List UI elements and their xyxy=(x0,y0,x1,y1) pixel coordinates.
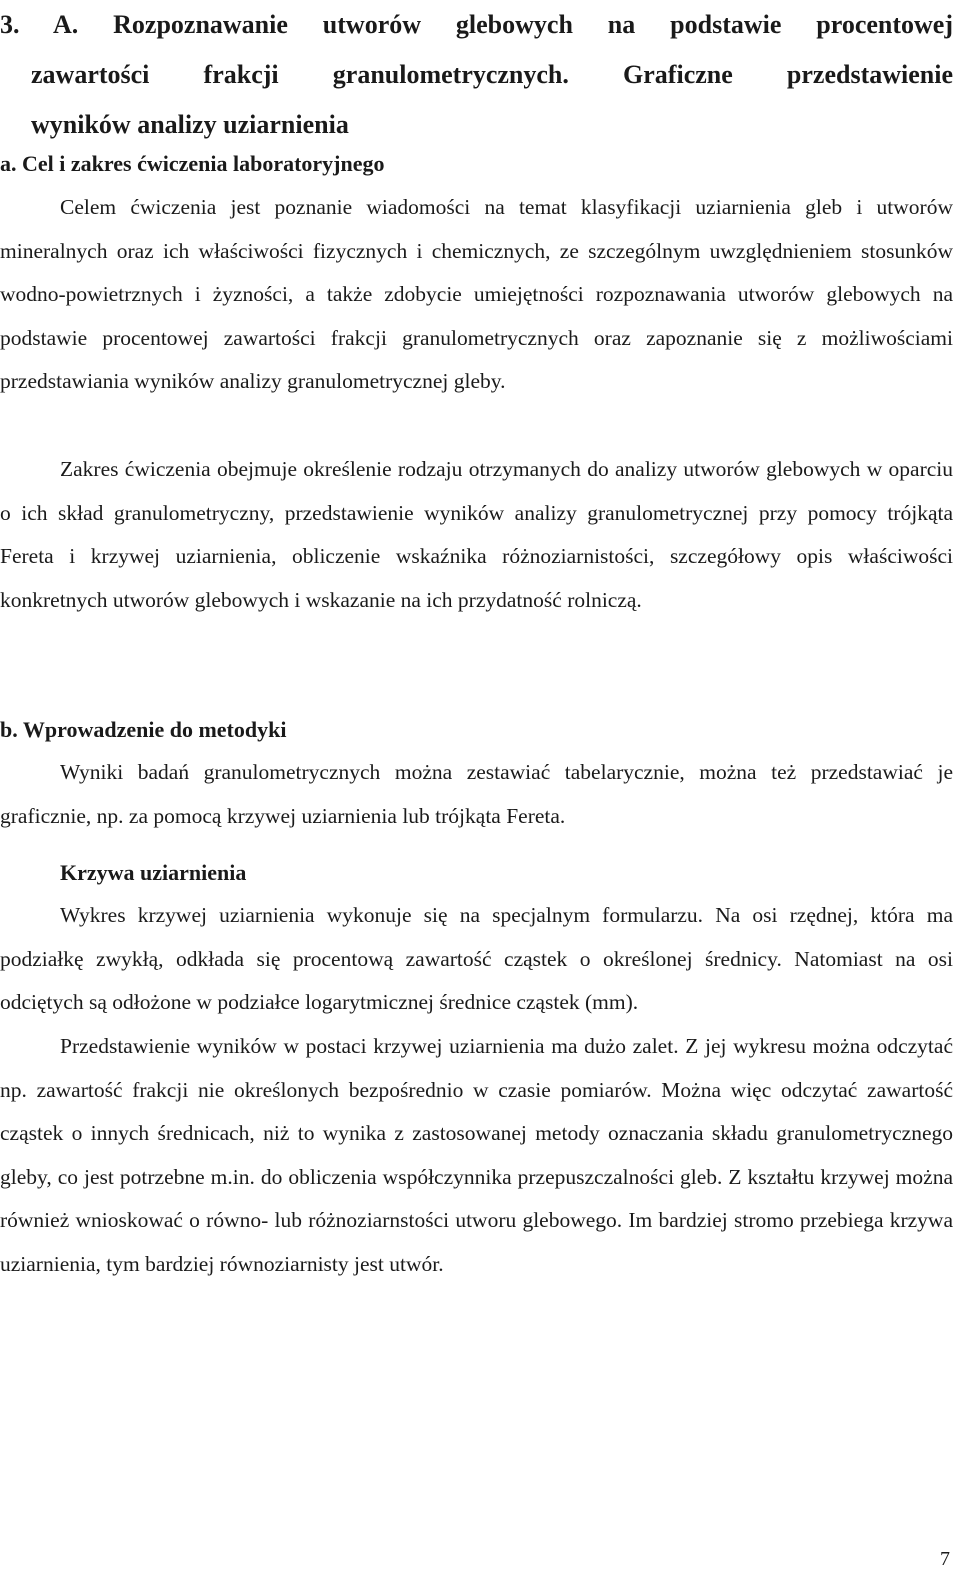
chapter-title xyxy=(0,0,953,150)
section-b-paragraph-2: Przedstawienie wyników w postaci krzywej uziarnienia ma dużo zalet. Z jej wykresu można odczytać np. zawartość frakcji nie określonych bezpośrednio w czasie pomiarów. Można więc odczytać zawartość cząstek o innych średnicach, niż to wynika z zastosowanej metody oznaczania składu granulometrycznego gleby, co jest potrzebne m.in. do obliczenia współczynnika przepuszczalności gleb. Z kształtu krzywej można również wnioskować o równo- lub różnoziarnstości utworu glebowego. Im bardziej stromo przebiega krzywa uziarnienia, tym bardziej równoziarnisty jest utwór. xyxy=(0,1034,953,1276)
section-b-intro-paragraph: Wyniki badań granulometrycznych można zestawiać tabelarycznie, można też przedstawiać je graficznie, np. za pomocą krzywej uziarnienia lub trójkąta Fereta. xyxy=(0,760,953,828)
chapter-title-line-3: wyników analizy uziarnienia xyxy=(31,110,349,139)
page-number: 7 xyxy=(940,1548,950,1570)
chapter-title-line-2: zawartości frakcji granulometrycznych. Graficzne przedstawienie xyxy=(31,60,953,89)
grain-curve-subheading: Krzywa uziarnienia xyxy=(60,860,247,885)
section-b-heading: b. Wprowadzenie do metodyki xyxy=(0,717,287,742)
section-a-heading: a. Cel i zakres ćwiczenia laboratoryjnego xyxy=(0,151,385,176)
section-a-paragraph-2: Zakres ćwiczenia obejmuje określenie rodzaju otrzymanych do analizy utworów glebowych w oparciu o ich skład granulometryczny, przedstawienie wyników analizy granulometrycznej przy pomocy trójkąta Fereta i krzywej uziarnienia, obliczenie wskaźnika różnoziarnistości, szczegółowy opis właściwości konkretnych utworów glebowych i wskazanie na ich przydatność rolniczą. xyxy=(0,457,953,612)
section-b-paragraph-1: Wykres krzywej uziarnienia wykonuje się na specjalnym formularzu. Na osi rzędnej, która ma podziałkę zwykłą, odkłada się procentową zawartość cząstek o określonej średnicy. Natomiast na osi odciętych są odłożone w podziałce logarytmicznej średnice cząstek (mm). xyxy=(0,903,953,1014)
section-a-paragraph-1: Celem ćwiczenia jest poznanie wiadomości na temat klasyfikacji uziarnienia gleb i utworów mineralnych oraz ich właściwości fizycznych i chemicznych, ze szczególnym uwzględnieniem stosunków wodno-powietrznych i żyzności, a także zdobycie umiejętności rozpoznawania utworów glebowych na podstawie procentowej zawartości frakcji granulometrycznych oraz zapoznanie się z możliwościami przedstawiania wyników analizy granulometrycznej gleby. xyxy=(0,195,953,393)
chapter-title-line-1: 3. A. Rozpoznawanie utworów glebowych na podstawie procentowej xyxy=(0,10,953,39)
